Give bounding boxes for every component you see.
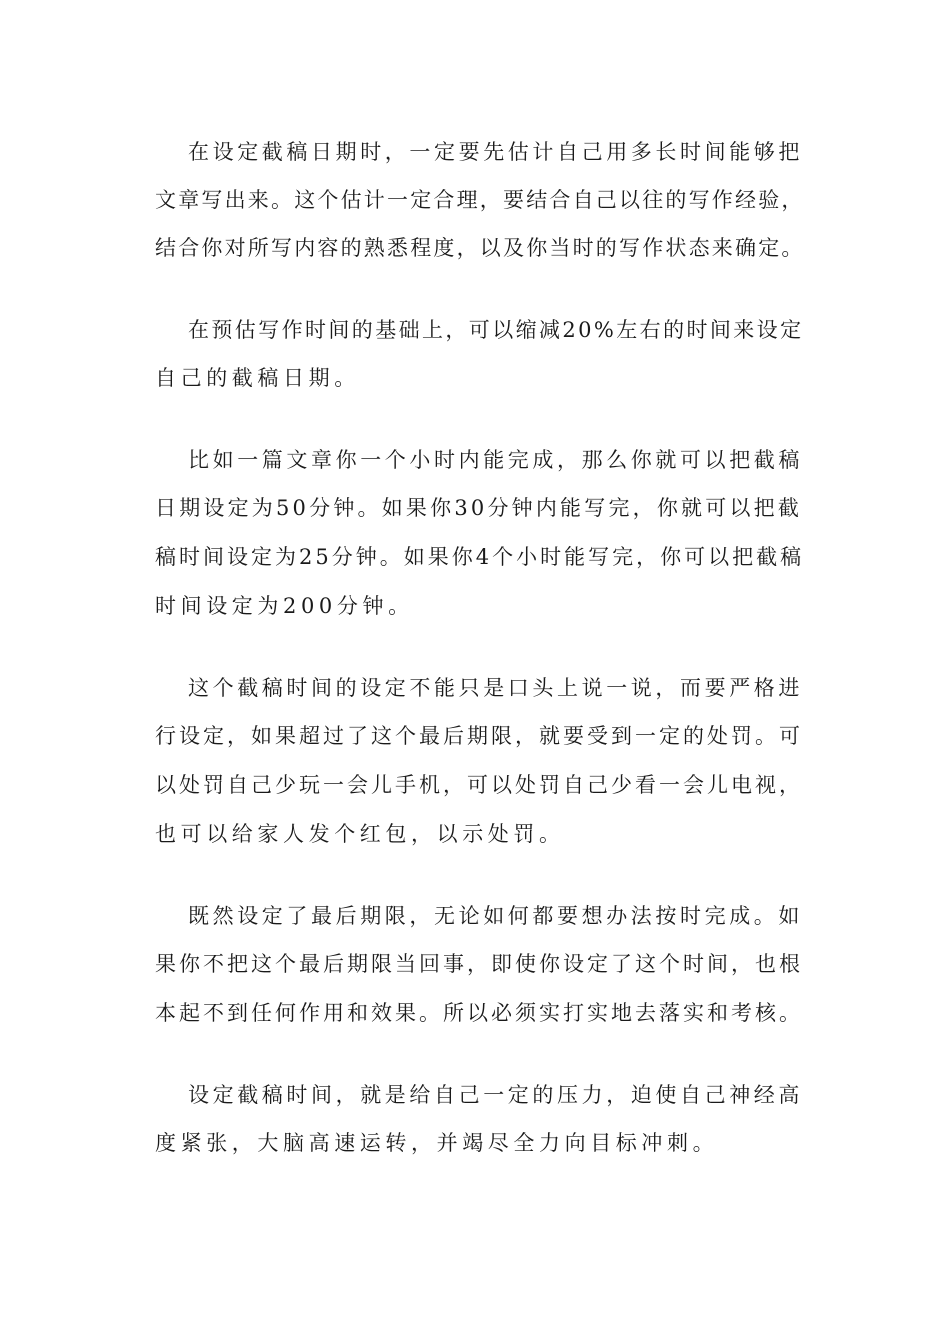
paragraph-line: 果你不把这个最后期限当回事，即使你设定了这个时间，也根: [155, 952, 803, 976]
paragraph-line: 这个截稿时间的设定不能只是口头上说一说，而要严格进: [188, 676, 803, 700]
paragraph-line: 也可以给家人发个红包，以示处罚。: [155, 822, 565, 846]
paragraph-line: 自己的截稿日期。: [155, 366, 360, 390]
paragraph-line: 行设定，如果超过了这个最后期限，就要受到一定的处罚。可: [155, 724, 803, 748]
paragraph-line: 度紧张，大脑高速运转，并竭尽全力向目标冲刺。: [155, 1131, 719, 1155]
paragraph-line: 稿时间设定为25分钟。如果你4个小时能写完，你可以把截稿: [155, 545, 805, 569]
paragraph-line: 比如一篇文章你一个小时内能完成，那么你就可以把截稿: [188, 448, 803, 472]
paragraph-line: 结合你对所写内容的熟悉程度，以及你当时的写作状态来确定。: [155, 236, 805, 260]
paragraph-line: 设定截稿时间，就是给自己一定的压力，迫使自己神经高: [188, 1083, 803, 1107]
paragraph-line: 以处罚自己少玩一会儿手机，可以处罚自己少看一会儿电视，: [155, 773, 803, 797]
paragraph-line: 文章写出来。这个估计一定合理，要结合自己以往的写作经验，: [155, 188, 805, 212]
paragraph-line: 时间设定为200分钟。: [155, 594, 414, 618]
paragraph-line: 既然设定了最后期限，无论如何都要想办法按时完成。如: [188, 904, 803, 928]
paragraph-line: 在预估写作时间的基础上，可以缩减20%左右的时间来设定: [188, 318, 804, 342]
paragraph-line: 在设定截稿日期时，一定要先估计自己用多长时间能够把: [188, 140, 803, 164]
paragraph-line: 日期设定为50分钟。如果你30分钟内能写完，你就可以把截: [155, 496, 803, 520]
paragraph-line: 本起不到任何作用和效果。所以必须实打实地去落实和考核。: [155, 1001, 803, 1025]
